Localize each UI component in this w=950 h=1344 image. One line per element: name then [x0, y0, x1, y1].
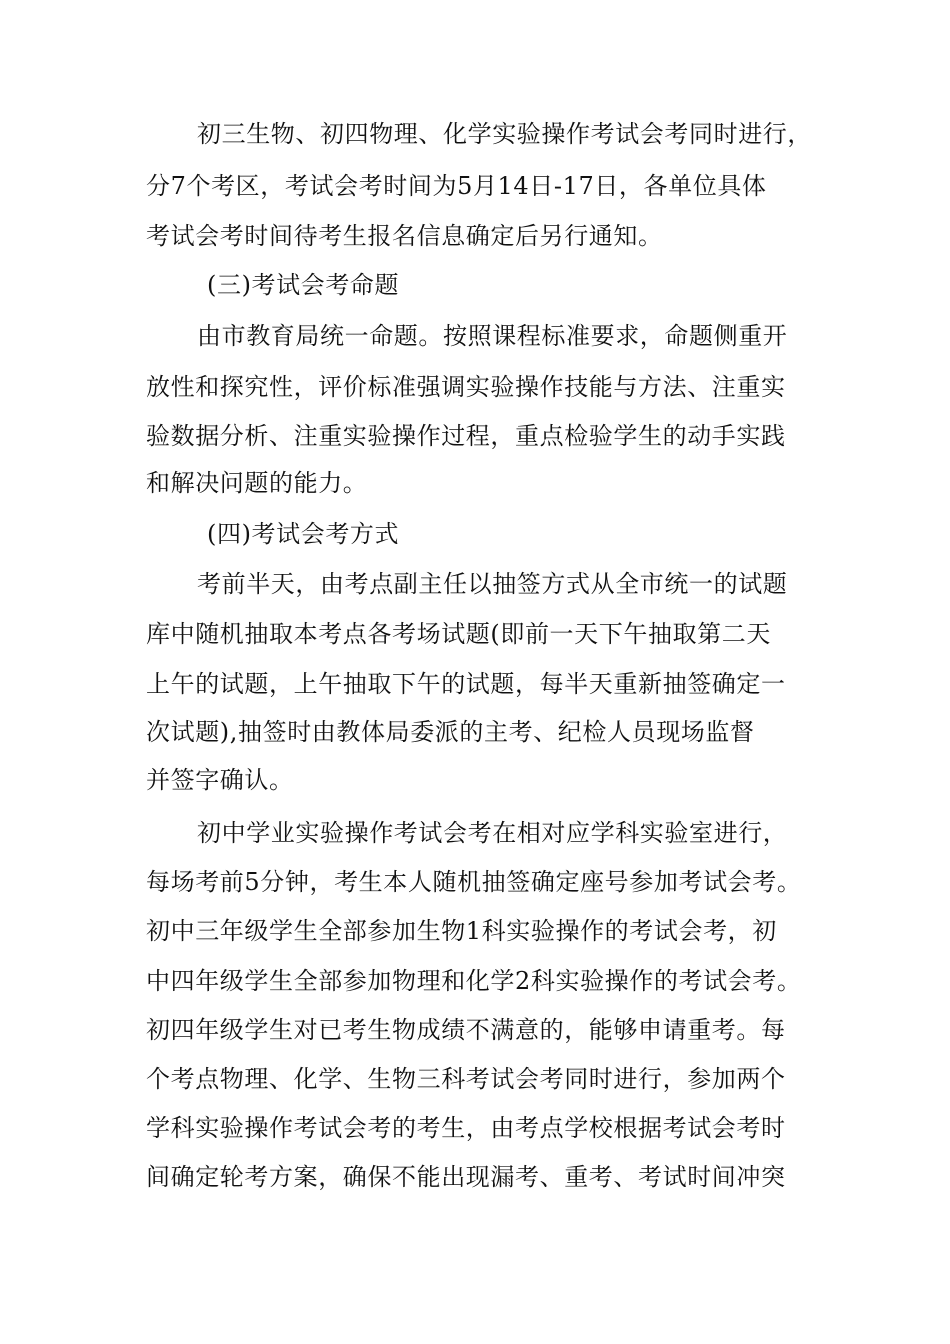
paragraph-2-line-1: 由市教育局统一命题。按照课程标准要求，命题侧重开 [197, 322, 788, 350]
paragraph-4-line-7: 学科实验操作考试会考的考生，由考点学校根据考试会考时 [146, 1114, 786, 1142]
paragraph-4-line-5: 初四年级学生对已考生物成绩不满意的，能够申请重考。每 [146, 1016, 786, 1044]
paragraph-4-line-3: 初中三年级学生全部参加生物1科实验操作的考试会考，初 [146, 917, 777, 945]
section-heading-4: (四)考试会考方式 [207, 520, 400, 548]
paragraph-4-line-8: 间确定轮考方案，确保不能出现漏考、重考、考试时间冲突 [146, 1163, 786, 1191]
paragraph-4-line-6: 个考点物理、化学、生物三科考试会考同时进行，参加两个 [146, 1065, 786, 1093]
paragraph-4-line-4: 中四年级学生全部参加物理和化学2科实验操作的考试会考。 [146, 967, 802, 995]
paragraph-2-line-3: 验数据分析、注重实验操作过程，重点检验学生的动手实践 [146, 422, 786, 450]
paragraph-3-line-5: 并签字确认。 [146, 766, 294, 794]
paragraph-2-line-4: 和解决问题的能力。 [146, 469, 368, 497]
paragraph-1-line-2: 分7个考区，考试会考时间为5月14日-17日，各单位具体 [146, 172, 767, 200]
paragraph-3-line-1: 考前半天，由考点副主任以抽签方式从全市统一的试题 [197, 570, 788, 598]
section-heading-3: (三)考试会考命题 [207, 271, 400, 299]
paragraph-3-line-2: 库中随机抽取本考点各考场试题(即前一天下午抽取第二天 [146, 620, 771, 648]
paragraph-1-line-3: 考试会考时间待考生报名信息确定后另行通知。 [146, 222, 663, 250]
paragraph-2-line-2: 放性和探究性，评价标准强调实验操作技能与方法、注重实 [146, 373, 786, 401]
paragraph-1-line-1: 初三生物、初四物理、化学实验操作考试会考同时进行， [197, 120, 812, 148]
paragraph-3-line-3: 上午的试题，上午抽取下午的试题，每半天重新抽签确定一 [146, 670, 786, 698]
paragraph-3-line-4: 次试题),抽签时由教体局委派的主考、纪检人员现场监督 [146, 718, 755, 746]
paragraph-4-line-1: 初中学业实验操作考试会考在相对应学科实验室进行， [197, 819, 788, 847]
paragraph-4-line-2: 每场考前5分钟，考生本人随机抽签确定座号参加考试会考。 [146, 868, 802, 896]
